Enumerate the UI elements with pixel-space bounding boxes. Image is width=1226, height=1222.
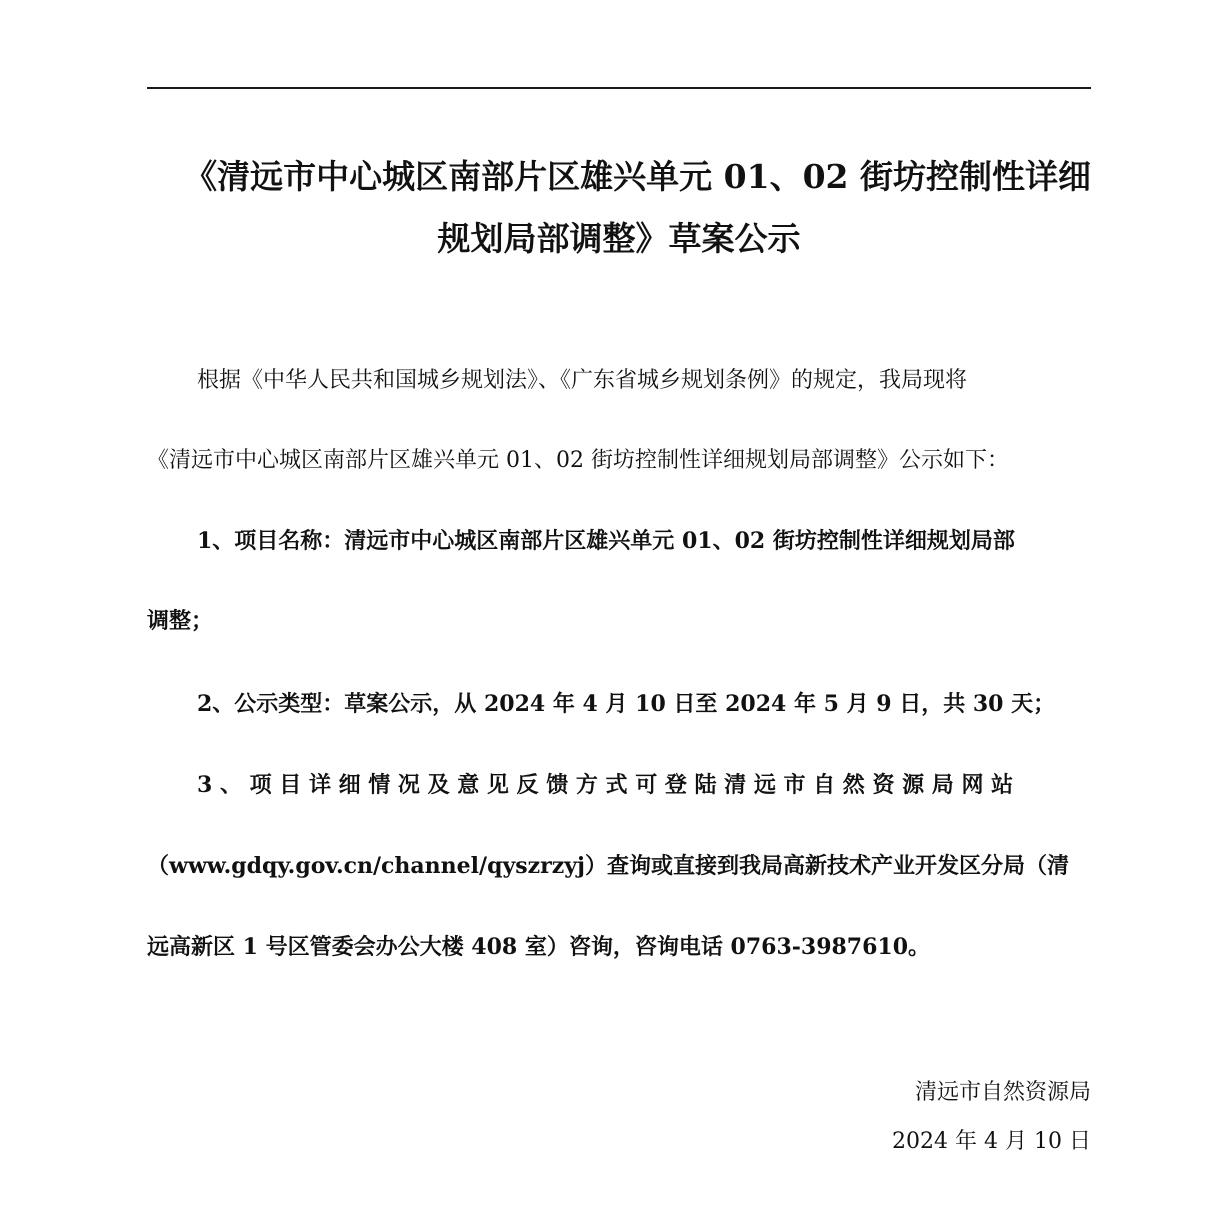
item-1-line-1: 1、项目名称：清远市中心城区南部片区雄兴单元 01、02 街坊控制性详细规划局部: [197, 528, 1015, 554]
signature-organization: 清远市自然资源局: [914, 1080, 1091, 1105]
intro-paragraph-line-2: 《清远市中心城区南部片区雄兴单元 01、02 街坊控制性详细规划局部调整》公示如下：: [147, 448, 1009, 473]
item-1-line-2: 调整；: [147, 608, 214, 634]
item-2-line-1: 2、公示类型：草案公示，从 2024 年 4 月 10 日至 2024 年 5 月 9 日，共 30 天；: [197, 691, 1056, 717]
document-title-line-2: 规划局部调整》草案公示: [437, 219, 801, 258]
document-title-line-1: 《清远市中心城区南部片区雄兴单元 01、02 街坊控制性详细: [184, 157, 1091, 196]
signature-date: 2024 年 4 月 10 日: [892, 1129, 1091, 1154]
item-3-line-2: （www.gdqy.gov.cn/channel/qyszrzyj）查询或直接到我局高新技术产业开发区分局（清: [147, 853, 1069, 879]
intro-paragraph-line-1: 根据《中华人民共和国城乡规划法》、《广东省城乡规划条例》的规定，我局现将: [197, 368, 968, 393]
item-3-line-1: 3 、 项 目 详 细 情 况 及 意 见 反 馈 方 式 可 登 陆 清 远 市 自 然 资 源 局 网 站: [197, 772, 1014, 798]
header-rule: [147, 87, 1091, 89]
item-3-line-3: 远高新区 1 号区管委会办公大楼 408 室）咨询，咨询电话 0763-3987610。: [147, 934, 931, 960]
